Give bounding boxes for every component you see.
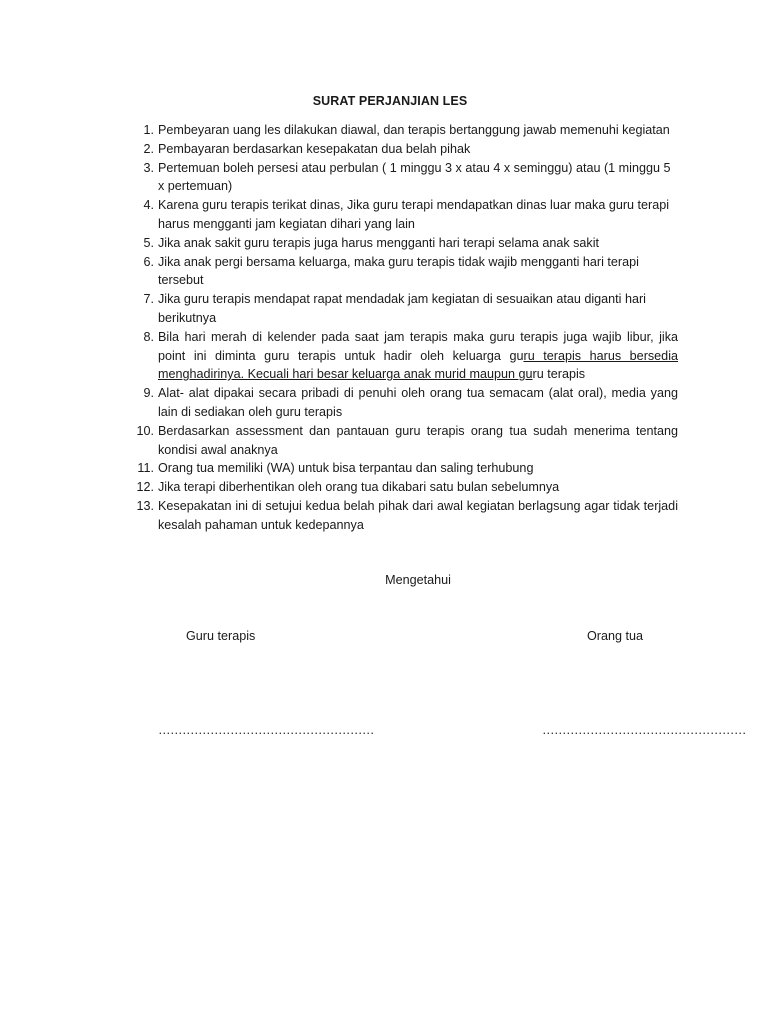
clause-number: 10.: [136, 423, 154, 438]
signature-line-parent: ……………………………………………: [542, 723, 746, 737]
clause-item: [132, 422, 678, 460]
clause-text: Pembayaran berdasarkan kesepakatan dua belah pihak: [158, 141, 471, 156]
clause-item: [132, 497, 678, 535]
clause-text: Alat- alat dipakai secara pribadi di penuhi oleh orang tua semacam (alat oral), media yang lain di sediakan oleh guru terapis: [158, 386, 678, 419]
acknowledged-heading: Mengetahui: [385, 573, 451, 587]
clause-text-part: ru terapis: [532, 367, 586, 382]
clause-item: [132, 478, 678, 497]
clause-text: Pertemuan boleh persesi atau perbulan ( 1 minggu 3 x atau 4 x seminggu) atau (1 minggu 5 x pertemuan): [158, 160, 671, 194]
clause-number: 5.: [143, 235, 154, 250]
clause-item: [132, 196, 678, 234]
clause-text: Karena guru terapis terikat dinas, Jika guru terapi mendapatkan dinas luar maka guru terapi harus mengganti jam kegiatan dihari yang lain: [158, 198, 670, 231]
clause-item: [132, 290, 678, 328]
clause-item: [132, 159, 678, 197]
clause-item: [132, 121, 678, 140]
clause-text: Jika anak pergi bersama keluarga, maka guru terapis tidak wajib mengganti hari terapi tersebut: [158, 254, 639, 288]
clause-text: Berdasarkan assessment dan pantauan guru terapis orang tua sudah menerima tentang kondisi awal anaknya: [158, 423, 678, 457]
clause-text: Jika terapi diberhentikan oleh orang tua dikabari satu bulan sebelumnya: [158, 480, 560, 495]
signature-line-teacher: ………………………………………………: [158, 723, 374, 737]
clause-text: Jika anak sakit guru terapis juga harus mengganti hari terapi selama anak sakit: [158, 235, 600, 250]
clause-number: 8.: [143, 329, 154, 344]
clause-item: [132, 253, 678, 291]
clause-number: 3.: [143, 160, 154, 175]
clause-text: Orang tua memiliki (WA) untuk bisa terpantau dan saling terhubung: [158, 461, 534, 476]
clause-item: [132, 328, 678, 384]
clause-text: Jika guru terapis mendapat rapat mendadak jam kegiatan di sesuaikan atau diganti hari berikutnya: [158, 292, 646, 325]
clause-text: [158, 328, 678, 384]
clause-text: Pembeyaran uang les dilakukan diawal, dan terapis bertanggung jawab memenuhi kegiatan: [158, 123, 670, 137]
clause-number: 7.: [143, 292, 154, 307]
clause-item: [132, 234, 678, 253]
clause-item: [132, 384, 678, 422]
signature-label-parent: Orang tua: [587, 629, 644, 643]
document-title: SURAT PERJANJIAN LES: [312, 94, 468, 108]
clause-number: 4.: [143, 198, 154, 213]
clause-number: 9.: [143, 386, 154, 401]
clause-text: Kesepakatan ini di setujui kedua belah pihak dari awal kegiatan berlagsung agar tidak terjadi kesalah pahaman untuk kedepannya: [158, 498, 678, 532]
clause-list: [132, 121, 678, 535]
clause-number: 12.: [136, 480, 154, 495]
clause-number: 1.: [143, 123, 154, 137]
clause-number: 2.: [143, 141, 154, 156]
clause-text-part: Bila hari merah di kelender pada saat jam terapis maka guru terapis juga wajib libur, jika point ini diminta guru terapis untuk hadir oleh keluarga gu: [158, 329, 678, 363]
clause-number: 6.: [143, 254, 154, 269]
signature-label-teacher: Guru terapis: [186, 629, 256, 643]
clause-number: 11.: [137, 461, 154, 476]
clause-item: [132, 140, 678, 159]
clause-item: [132, 459, 678, 478]
underlined-text: ru terapis harus bersedia menghadirinya. Kecuali hari besar keluarga anak murid maupun gu: [158, 348, 678, 382]
clause-number: 13.: [136, 498, 154, 513]
